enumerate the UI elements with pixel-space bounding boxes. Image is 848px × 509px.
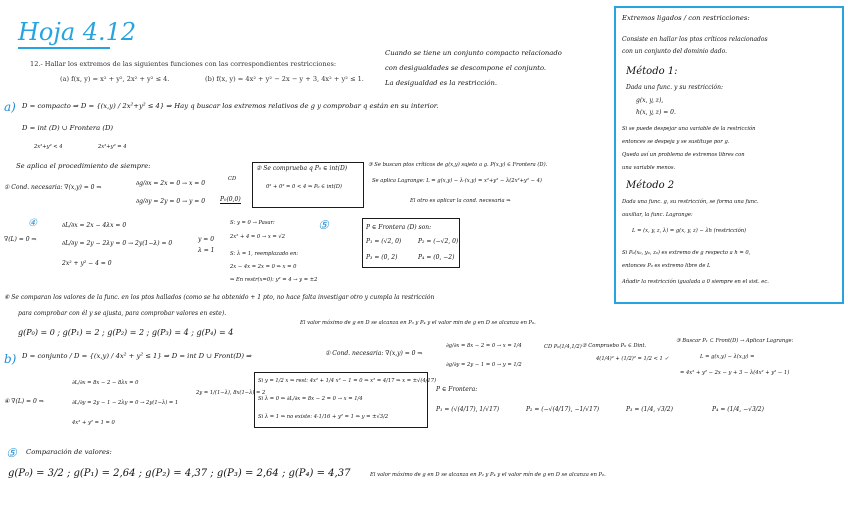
title-underline	[18, 47, 110, 49]
page-title: Hoja 4.12	[18, 18, 137, 46]
step6-line: ⑥ Se comparan los valores de la func. en los ptos hallados (como se ha obtenido + 1 pto, no hace falta investigar otro y cumpla la restricción	[4, 294, 435, 301]
step3-note: El otro es aplicar la cond. necesaria ⇒	[410, 198, 511, 204]
method1-line: Dada una func. y su restricción:	[626, 84, 724, 91]
method1-line: una variable menos.	[622, 165, 676, 171]
step4-eq: ∂L/∂y = 2y − 2λy = 0 → 2y(1−λ) = 0	[62, 240, 173, 247]
method1-line: entonces se despeja y se sustituye por g.	[622, 139, 730, 145]
note-line: con desigualdades se descompone el conjunto.	[385, 64, 547, 72]
case-line: ⇒ En restr(x=0): y² = 4 → y = ±2	[230, 277, 318, 283]
statement-line: 12.- Hallar los extremos de las siguientes funciones con las correspondientes restricciones:	[30, 60, 337, 68]
step4b-eq: ∂L/∂x = 8x − 2 − 8λx = 0	[72, 380, 139, 386]
step3-calc: Se aplica Lagrange: L = g(x,y) − λ·(x,y) = x²+y² − λ(2x²+y² − 4)	[372, 178, 542, 184]
method2-line: auxiliar, la func. Lagrange:	[622, 212, 693, 218]
method1-title: Método 1:	[626, 66, 678, 77]
step2-calc: 0² + 0² = 0 < 4 ⇒ P₀ ∈ int(D)	[266, 184, 342, 190]
part-b-step2-calc: 4(1/4)² + (1/2)² = 1/2 < 1 ✓	[596, 356, 669, 362]
theory-title: Extremos ligados / con restricciones:	[622, 14, 750, 22]
method2-line: entonces P₀ es extremo libre de L	[622, 263, 711, 269]
values-b: g(P₀) = 3/2 ; g(P₁) = 2,64 ; g(P₂) = 4,37 ; g(P₃) = 2,64 ; g(P₄) = 4,37	[8, 468, 351, 479]
method2-title: Método 2	[626, 180, 675, 191]
step2-label: ② Se comprueba q P₀ ∈ int(D)	[256, 165, 348, 172]
part-a-sub: 2x²+y² = 4	[98, 144, 127, 150]
frontier-title: P ∈ Frontera (D) son:	[366, 224, 432, 231]
method1-line: g(x, y, z),	[636, 97, 664, 104]
case-line: S: y = 0 → Pasar:	[230, 220, 275, 226]
part-a-label: a)	[4, 100, 16, 114]
case-line: 2x − 4x = 2x = 0 ⇒ x = 0	[230, 264, 297, 270]
step1-eq: ∂g/∂x = 2x = 0 → x = 0	[136, 180, 206, 187]
step2-box	[252, 162, 364, 208]
method2-line: L = (x, y, z, λ) = g(x, y, z) − λh (restricción)	[632, 228, 747, 234]
part-a-line1: D = compacto ⇒ D = {(x,y) / 2x²+y² ≤ 4} ⇒ Hay q buscar los extremos relativos de g y comprobar q están en su interior.	[22, 102, 439, 110]
method1-line: Queda así un problema de extremos libres con	[622, 152, 745, 158]
part-b-step3-calc: = 4x² + y² − 2x − y + 3 − λ(4x² + y² − 1)	[680, 370, 790, 376]
part-b-eq: ∂g/∂y = 2y − 1 = 0 → y = 1/2	[446, 362, 522, 368]
frontier-point: P₄ = (0, −2)	[418, 254, 455, 261]
step5b-title: Comparación de valores:	[26, 448, 112, 456]
part-b-eq: ∂g/∂x = 8x − 2 = 0 → x = 1/4	[446, 343, 522, 349]
part-b-line1: D = conjunto / D = {(x,y) / 4x² + y² ≤ 1} ⇒ D = int D ∪ Front(D) ⇒	[22, 352, 252, 360]
method2-line: Si P₀(x₀, y₀, z₀) es extremo de g respecto a h = 0,	[622, 250, 751, 256]
note-line: Cuando se tiene un conjunto compacto relacionado	[385, 49, 562, 57]
theory-intro: Consiste en hallar los ptos críticos relacionados	[622, 36, 768, 43]
step1-cd: CD	[228, 176, 237, 182]
part-b-res: CD P₀(1/4,1/2)	[544, 344, 582, 350]
step6-line: para comprobar con él y se ajusta, para comprobar valores en este).	[18, 310, 227, 317]
frontier-point: P₂ = (−√2, 0)	[418, 238, 459, 245]
step4-eq: 2x² + y² − 4 = 0	[62, 260, 112, 267]
frontier-b-point: P₃ = (1/4, √3/2)	[626, 406, 673, 413]
step1-label: ① Cond. necesaria: ∇(x,y) = 0 ⇒	[4, 184, 102, 191]
statement-b: (b) f(x, y) = 4x² + y² − 2x − y + 3, 4x² + y² ≤ 1.	[205, 75, 364, 83]
frontier-b-title: P ∈ Frontera:	[436, 386, 478, 393]
method2-line: Añadir la restricción igualada a 0 siempre en el sist. ec.	[622, 279, 769, 285]
step1-eq: ∂g/∂y = 2y = 0 → y = 0	[136, 198, 206, 205]
frontier-box	[362, 218, 460, 268]
step4b-res: 2y = 1/(1−λ), 8x(1−λ) = 2	[196, 390, 266, 396]
part-b-step2: ② Compruebo P₀ ∈ Dint.	[582, 343, 647, 349]
step4-grad: ∇(L) = 0 ⇒	[4, 236, 37, 243]
step4b-eq: 4x² + y² = 1 = 0	[72, 420, 115, 426]
step5-label: ⑤	[318, 218, 329, 232]
values-b-note: El valor máximo de g en D se alcanza en P₂ y P₄ y el valor mín de g en D se alcanza en P₀.	[370, 472, 606, 478]
case-b-line: Si λ = 0 ⇒ ∂L/∂x = 8x − 2 = 0 → x = 1/4	[258, 396, 363, 402]
frontier-b-point: P₄ = (1/4, −√3/2)	[712, 406, 764, 413]
statement-a: (a) f(x, y) = x² + y², 2x² + y² ≤ 4.	[60, 75, 170, 83]
step4-label: ④	[28, 218, 37, 229]
case-line: 2x² + 4 = 0 → x = √2	[230, 234, 286, 240]
cases-b-box	[254, 372, 428, 428]
step4-eq: ∂L/∂x = 2x − 4λx = 0	[62, 222, 127, 229]
frontier-b-point: P₂ = (−√(4/17), −1/√17)	[526, 406, 600, 413]
method1-line: h(x, y, z) = 0.	[636, 109, 676, 116]
part-b-cond: ① Cond. necesaria: ∇(x,y) = 0 ⇒	[325, 350, 423, 357]
frontier-point: P₃ = (0, 2)	[366, 254, 398, 261]
part-a-line2: D = int (D) ∪ Frontera (D)	[22, 124, 114, 132]
step4b-eq: ∂L/∂y = 2y − 1 − 2λy = 0 → 2y(1−λ) = 1	[72, 400, 179, 406]
note-line: La desigualdad es la restricción.	[385, 79, 498, 87]
step5b-label: ⑤	[6, 446, 17, 460]
case-line: S: λ = 1, reemplazado en:	[230, 251, 299, 257]
step4-l: λ = 1	[198, 247, 215, 254]
frontier-point: P₁ = (√2, 0)	[366, 238, 402, 245]
method1-line: Si se puede despejar una variable de la restricción	[622, 126, 756, 132]
part-b-step3-calc: L = g(x,y) − λ(x,y) =	[700, 354, 755, 360]
step4-y: y = 0	[198, 236, 215, 243]
part-a-sub: 2x²+y² < 4	[34, 144, 63, 150]
part-b-label: b)	[4, 352, 17, 366]
frontier-b-point: P₁ = (√(4/17), 1/√17)	[436, 406, 500, 413]
step3-label: ③ Se buscan ptos críticos de g(x,y) sujeto a g. P(x,y) ∈ Frontera (D).	[368, 162, 548, 168]
values-a-note: El valor máximo de g en D se alcanza en P₃ y P₄ y el valor min de g en D se alcanza en P₀.	[300, 320, 536, 326]
step1-result: P₀(0,0)	[220, 196, 241, 203]
case-b-line: Si λ = 1 ⇒ no existe: 4·1/16 + y² = 1 ⇒ y = ±√3/2	[258, 414, 389, 420]
method2-line: Dada una func. g, su restricción, se forma una func.	[622, 199, 759, 205]
case-b-line: Si y = 1/2 x ⇒ rest: 4x² + 1/4 x² − 1 = 0 ⇒ x² = 4/17 ⇒ x = ±√(4/17)	[258, 378, 437, 384]
values-a: g(P₀) = 0 ; g(P₁) = 2 ; g(P₂) = 2 ; g(P₃) = 4 ; g(P₄) = 4	[18, 328, 234, 337]
step4b-grad: ④ ∇(L) = 0 ⇒	[4, 398, 44, 405]
part-a-procedure: Se aplica el procedimiento de siempre:	[16, 162, 151, 170]
part-b-step3: ③ Buscar P₁ ⊂ Front(D) → Aplicar Lagrange:	[676, 338, 794, 344]
theory-intro: con un conjunto del dominio dado.	[622, 48, 727, 55]
